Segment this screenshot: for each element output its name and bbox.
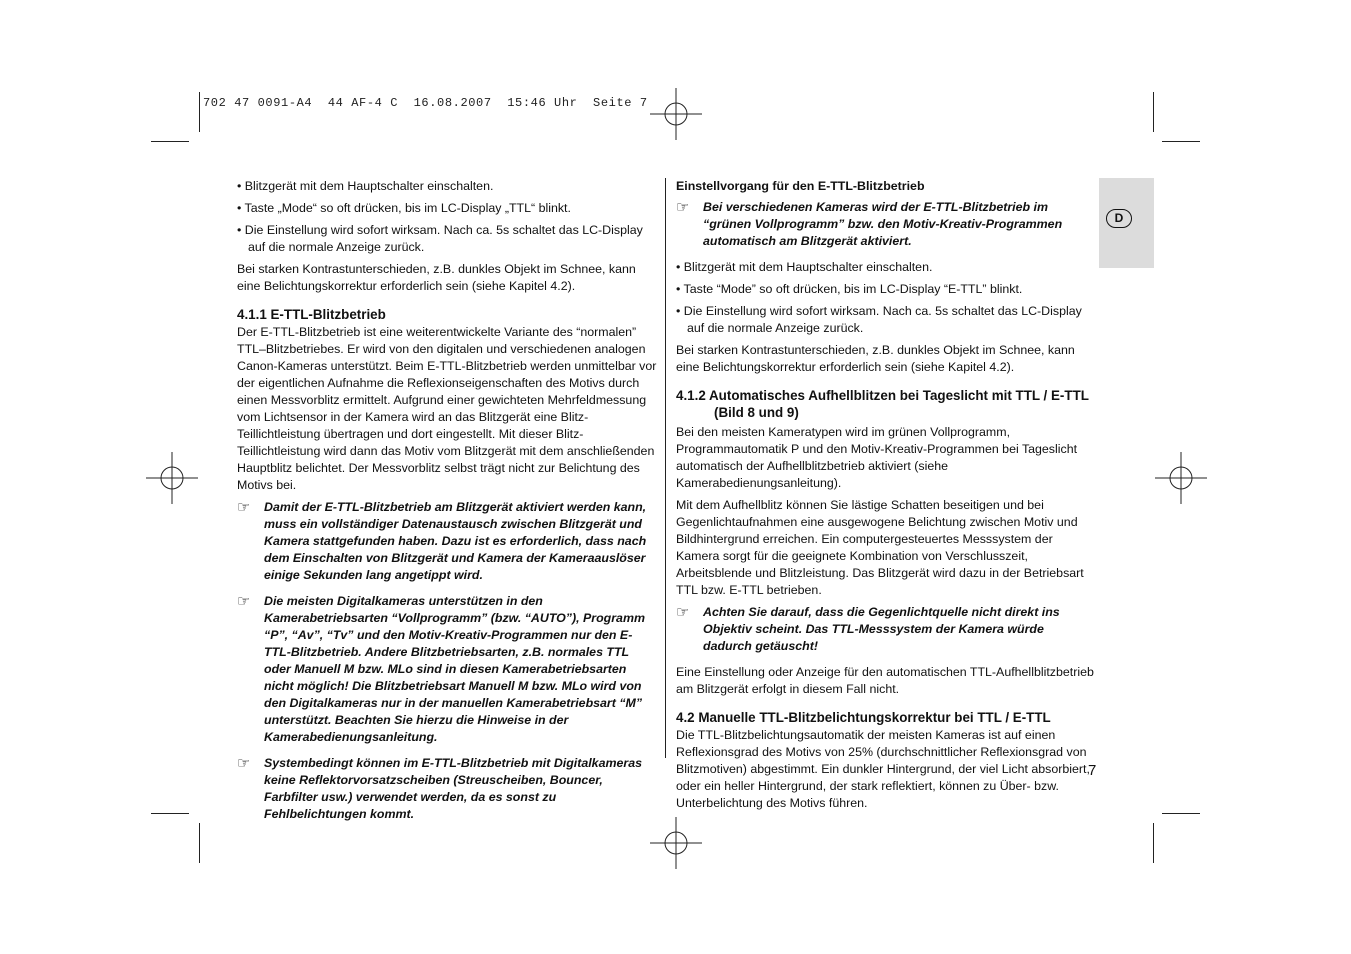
paragraph: Eine Einstellung oder Anzeige für den automatischen TTL-Aufhellblitzbetrieb am Blitzgerät erfolgt in diesem Fall nicht.	[676, 665, 1094, 696]
paragraph: Mit dem Aufhellblitz können Sie lästige Schatten beseitigen und bei Gegenlichtaufnahmen eine ausgewogene Belichtung zwischen Motiv und Bildhintergrund erreichen. Ein computergesteuertes Messsystem der Kamera sorgt für die geeignete Kombination von Verschlusszeit, Arbeitsblende und Blitzleistung. Das Blitzgerät wird dazu in der Betriebsart TTL bzw. E-TTL betrieben.	[676, 498, 1084, 597]
registration-mark-icon	[650, 88, 702, 140]
note-text: Achten Sie darauf, dass die Gegenlichtquelle nicht direkt ins Objektiv scheint. Das TTL-Messsystem der Kamera würde dadurch getäuscht!	[703, 605, 1060, 653]
note-text: Damit der E-TTL-Blitzbetrieb am Blitzgerät aktiviert werden kann, muss ein vollständiger Datenaustausch zwischen Blitzgerät und Kamera stattgefunden haben. Dazu ist es erforderlich, dass nach dem Einschalten von Blitzgerät und Kamera der Kameraauslöser einige Sekunden lang angetippt wird.	[264, 500, 647, 582]
crop-mark-top-right-h	[1162, 141, 1200, 142]
print-header: 702 47 0091-A4 44 AF-4 C 16.08.2007 15:46 Uhr Seite 7	[203, 96, 648, 110]
registration-mark-icon	[1155, 452, 1207, 504]
note	[237, 499, 658, 584]
column-divider	[665, 178, 666, 758]
page-number: 7	[1088, 762, 1097, 779]
list-item: • Taste „Mode“ so oft drücken, bis im LC-Display „TTL“ blinkt.	[237, 201, 571, 215]
paragraph: Bei starken Kontrastunterschieden, z.B. dunkles Objekt im Schnee, kann eine Belichtungskorrektur erforderlich sein (siehe Kapitel 4.2).	[676, 343, 1075, 374]
note	[237, 755, 658, 823]
note	[237, 593, 658, 746]
paragraph: Bei starken Kontrastunterschieden, z.B. dunkles Objekt im Schnee, kann eine Belichtungskorrektur erforderlich sein (siehe Kapitel 4.2).	[237, 262, 636, 293]
note-text: Systembedingt können im E-TTL-Blitzbetrieb mit Digitalkameras keine Reflektorvorsatzscheiben (Streuscheiben, Bouncer, Farbfilter usw.) verwendet werden, da es sonst zu Fehlbelichtungen kommt.	[264, 756, 642, 821]
pointing-hand-icon: ☞	[676, 198, 690, 216]
note-text: Bei verschiedenen Kameras wird der E-TTL-Blitzbetrieb im “grünen Vollprogramm” bzw. den Motiv-Kreativ-Programmen automatisch am Blitzgerät aktiviert.	[703, 200, 1063, 248]
paragraph: Die TTL-Blitzbelichtungsautomatik der meisten Kameras ist auf einen Reflexionsgrad des Motivs von 25% (durchschnittlicher Reflexionsgrad von Blitzmotiven) abgestimmt. Ein dunkler Hintergrund, der viel Licht absorbiert, oder ein heller Hintergrund, der stark reflektiert, können zu Über- bzw. Unterbelichtung des Motivs führen.	[676, 728, 1090, 810]
registration-mark-icon	[146, 452, 198, 504]
language-badge: D	[1106, 209, 1132, 228]
list-item: • Die Einstellung wird sofort wirksam. Nach ca. 5s schaltet das LC-Display auf die normale Anzeige zurück.	[237, 223, 643, 254]
note	[676, 604, 1096, 655]
paragraph: Bei den meisten Kameratypen wird im grünen Vollprogramm, Programmautomatik P und den Motiv-Kreativ-Programmen bei Tageslicht automatisch der Aufhellblitzbetrieb aktiviert (siehe Kamerabedienungsanleitung).	[676, 425, 1078, 490]
crop-mark-bottom-left-v	[199, 823, 200, 863]
list-item: • Taste “Mode” so oft drücken, bis im LC-Display “E-TTL” blinkt.	[676, 282, 1023, 296]
crop-mark-top-left-h	[151, 141, 189, 142]
section-heading: 4.1.1 E-TTL-Blitzbetrieb	[237, 307, 386, 322]
section-heading: 4.1.2 Automatisches Aufhellblitzen bei Tageslicht mit TTL / E-TTL	[676, 388, 1089, 403]
pointing-hand-icon: ☞	[676, 603, 690, 621]
list-item: • Blitzgerät mit dem Hauptschalter einschalten.	[237, 179, 494, 193]
list-item: • Die Einstellung wird sofort wirksam. Nach ca. 5s schaltet das LC-Display auf die normale Anzeige zurück.	[676, 304, 1082, 335]
note-text: Die meisten Digitalkameras unterstützen in den Kamerabetriebsarten “Vollprogramm” (bzw. “AUTO”), Programm “P”, “Av”, “Tv” und den Motiv-Kreativ-Programmen nur den E-TTL-Blitzbetrieb. Andere Blitzbetriebsarten, z.B. normales TTL oder Manuell M bzw. MLo sind in diesen Kamerabetriebsarten nicht möglich! Die Blitzbetriebsart Manuell M bzw. MLo wird von den Digitalkameras nur in der manuellen Kamerabetriebsart “M” unterstützt. Beachten Sie hierzu die Hinweise in der Kamerabedienungsanleitung.	[264, 594, 645, 744]
crop-mark-top-left-v	[199, 92, 200, 132]
pointing-hand-icon: ☞	[237, 754, 251, 772]
pointing-hand-icon: ☞	[237, 592, 251, 610]
section-heading-continuation: (Bild 8 und 9)	[714, 405, 799, 420]
crop-mark-bottom-right-v	[1153, 823, 1154, 863]
crop-mark-top-right-v	[1153, 92, 1154, 132]
section-heading: 4.2 Manuelle TTL-Blitzbelichtungskorrektur bei TTL / E-TTL	[676, 710, 1051, 725]
left-column	[237, 178, 658, 832]
note	[676, 199, 1096, 250]
subheading: Einstellvorgang für den E-TTL-Blitzbetrieb	[676, 179, 925, 193]
list-item: • Blitzgerät mit dem Hauptschalter einschalten.	[676, 260, 933, 274]
crop-mark-bottom-right-h	[1162, 813, 1200, 814]
right-column	[676, 178, 1096, 817]
paragraph: Der E-TTL-Blitzbetrieb ist eine weiterentwickelte Variante des “normalen” TTL–Blitzbetriebes. Er wird von den digitalen und verschiedenen analogen Canon-Kameras unterstützt. Beim E-TTL-Blitzbetrieb werden unmittelbar vor der eigentlichen Aufnahme die Reflexionseigenschaften des Motivs durch einen Messvorblitz ermittelt. Aufgrund einer gewichteten Mehrfeldmessung vom Lichtsensor in der Kamera wird an das Blitzgerät eine Blitz-Teillichtleistung übertragen und dort eingestellt. Mit dieser Blitz-Teillichtleistung wird dann das Motiv vom Blitzgerät mit dem anschließenden Hauptblitz belichtet. Der Messvorblitz selbst trägt nicht zur Belichtung des Motivs bei.	[237, 325, 657, 492]
crop-mark-bottom-left-h	[151, 813, 189, 814]
pointing-hand-icon: ☞	[237, 498, 251, 516]
